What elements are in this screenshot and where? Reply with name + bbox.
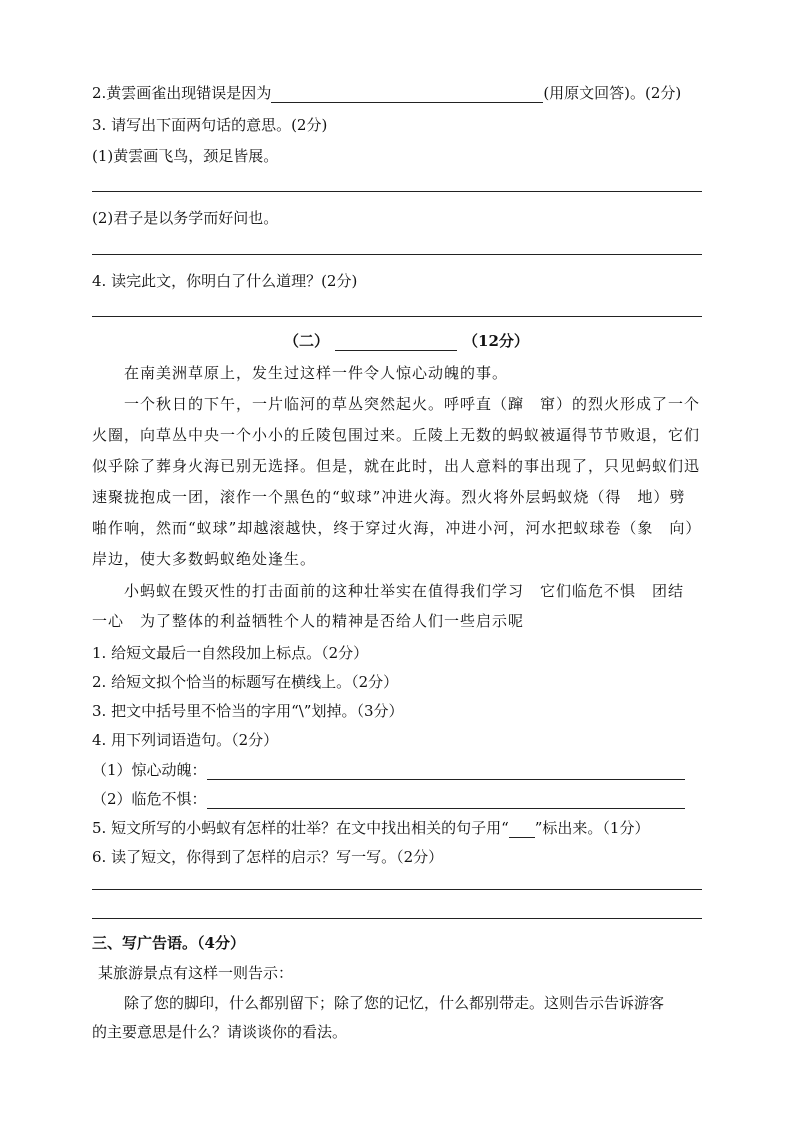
- question-a1: 1. 给短文最后一自然段加上标点。（2分）: [92, 644, 369, 662]
- passage-line: 速聚拢抱成一团，滚作一个黑色的“蚁球”冲进火海。烈火将外层蚂蚁烧（得 地）劈: [92, 488, 686, 506]
- passage-line: 啪作响，然而“蚁球”却越滚越快，终于穿过火海，冲进小河，河水把蚁球卷（象 向）: [92, 519, 702, 537]
- section-3-body-line: 除了您的脚印，什么都别留下；除了您的记忆，什么都别带走。这则告示告诉游客: [124, 994, 665, 1012]
- question-a4-2: [92, 788, 685, 809]
- answer-blank[interactable]: [207, 763, 685, 780]
- question-a5-suffix: ”标出来。（1分）: [534, 819, 650, 837]
- section-2-label: （二）: [284, 332, 330, 350]
- answer-line[interactable]: [92, 191, 702, 192]
- question-a2: 2. 给短文拟个恰当的标题写在横线上。（2分）: [92, 673, 399, 691]
- question-a6: 6. 读了短文，你得到了怎样的启示？写一写。（2分）: [92, 848, 444, 866]
- section-3-title: 三、写广告语。（4分）: [92, 934, 245, 952]
- question-a4-1: [92, 759, 685, 780]
- underline-sample: [509, 825, 535, 838]
- answer-line[interactable]: [92, 316, 702, 317]
- answer-line[interactable]: [92, 254, 702, 255]
- question-3: 3. 请写出下面两句话的意思。(2分): [92, 116, 328, 134]
- question-2-suffix: (用原文回答)。(2分): [543, 84, 682, 102]
- question-a5: [92, 817, 649, 838]
- question-4: 4. 读完此文，你明白了什么道理？(2分): [92, 272, 358, 290]
- section-3-intro: 某旅游景点有这样一则告示：: [98, 964, 294, 982]
- section-3-body-line: 的主要意思是什么？请谈谈你的看法。: [92, 1023, 348, 1041]
- title-blank[interactable]: [335, 334, 457, 351]
- question-a4-1-label: （1）惊心动魄：: [92, 761, 207, 779]
- section-2-score: （12分）: [463, 332, 529, 350]
- passage-line: 火圈，向草丛中央一个小小的丘陵包围过来。丘陵上无数的蚂蚁被逼得节节败退，它们: [92, 426, 701, 444]
- section-2-header: [284, 330, 529, 351]
- question-a3: 3. 把文中括号里不恰当的字用“\”划掉。（3分）: [92, 702, 404, 720]
- answer-blank[interactable]: [271, 86, 543, 103]
- passage-paragraph-3: 小蚂蚁在毁灭性的打击面前的这种壮举实在值得我们学习 它们临危不惧 团结: [124, 582, 685, 600]
- question-a4-2-label: （2）临危不惧：: [92, 790, 207, 808]
- question-a5-text: 5. 短文所写的小蚂蚁有怎样的壮举？在文中找出相关的句子用“: [92, 819, 509, 837]
- question-3-sentence-2: (2)君子是以务学而好问也。: [92, 209, 279, 227]
- question-3-sentence-1: (1)黄雲画飞鸟，颈足皆展。: [92, 147, 279, 165]
- answer-line[interactable]: [92, 889, 702, 890]
- passage-line: 一个秋日的下午，一片临河的草丛突然起火。呼呼直（蹿 窜）的烈火形成了一个: [124, 395, 701, 413]
- passage-paragraph-1: 在南美洲草原上，发生过这样一件令人惊心动魄的事。: [124, 364, 509, 382]
- answer-line[interactable]: [92, 918, 702, 919]
- passage-line: 似乎除了葬身火海已别无选择。但是，就在此时，出人意料的事出现了，只见蚂蚁们迅: [92, 457, 701, 475]
- question-2: [92, 82, 681, 103]
- question-a4: 4. 用下列词语造句。（2分）: [92, 731, 279, 749]
- question-2-text: 2.黄雲画雀出现错误是因为: [92, 84, 272, 102]
- passage-line: 一心 为了整体的利益牺牲个人的精神是否给人们一些启示呢: [92, 612, 525, 630]
- answer-blank[interactable]: [207, 792, 685, 809]
- passage-line: 岸边，使大多数蚂蚁绝处逢生。: [92, 550, 317, 568]
